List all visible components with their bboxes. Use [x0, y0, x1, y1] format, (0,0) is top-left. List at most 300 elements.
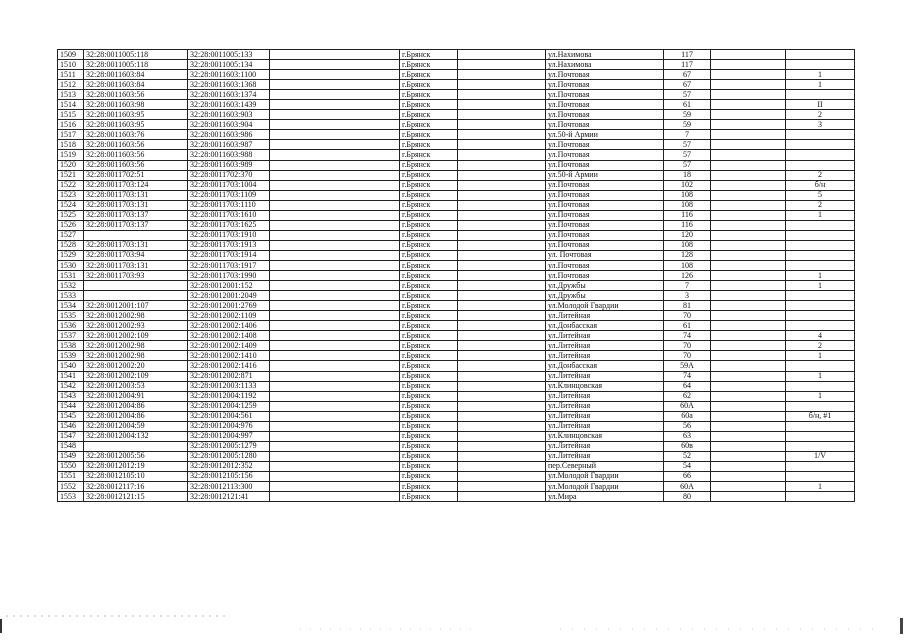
- blank-col-2-cell: [458, 200, 546, 210]
- table-row: [58, 341, 855, 351]
- blank-col-3-cell: [711, 331, 786, 341]
- blank-col-3-cell: [711, 381, 786, 391]
- apartment-cell: 5: [786, 190, 855, 200]
- table-row: [58, 321, 855, 331]
- table-row: [58, 482, 855, 492]
- apartment-cell: 1: [786, 80, 855, 90]
- blank-col-cell: [270, 441, 400, 451]
- row-number-cell: 1523: [58, 190, 84, 200]
- house-number-cell: 70: [664, 341, 711, 351]
- house-number-cell: 116: [664, 220, 711, 230]
- apartment-cell: 1: [786, 281, 855, 291]
- street-cell: ул.50-й Армии: [546, 130, 664, 140]
- row-number-cell: 1533: [58, 291, 84, 301]
- street-cell: ул.Литейная: [546, 401, 664, 411]
- blank-col-3-cell: [711, 190, 786, 200]
- street-cell: ул.Донбасская: [546, 321, 664, 331]
- blank-col-cell: [270, 482, 400, 492]
- row-number-cell: 1535: [58, 311, 84, 321]
- blank-col-2-cell: [458, 421, 546, 431]
- house-number-cell: 57: [664, 150, 711, 160]
- blank-col-2-cell: [458, 140, 546, 150]
- blank-col-2-cell: [458, 371, 546, 381]
- blank-col-3-cell: [711, 321, 786, 331]
- house-number-cell: 120: [664, 230, 711, 240]
- cadastral-parcel-cell: 32:28:0012121:15: [84, 492, 188, 502]
- cadastral-object-cell: 32:28:0011005:133: [188, 50, 270, 60]
- cadastral-object-cell: 32:28:0012004:561: [188, 411, 270, 421]
- blank-col-2-cell: [458, 291, 546, 301]
- blank-col-2-cell: [458, 230, 546, 240]
- table-row: [58, 60, 855, 70]
- house-number-cell: 3: [664, 291, 711, 301]
- apartment-cell: 2: [786, 341, 855, 351]
- house-number-cell: 54: [664, 461, 711, 471]
- blank-col-cell: [270, 90, 400, 100]
- row-number-cell: 1519: [58, 150, 84, 160]
- row-number-cell: 1531: [58, 271, 84, 281]
- street-cell: ул.Почтовая: [546, 190, 664, 200]
- house-number-cell: 61: [664, 321, 711, 331]
- row-number-cell: 1528: [58, 240, 84, 250]
- blank-col-cell: [270, 492, 400, 502]
- apartment-cell: [786, 321, 855, 331]
- apartment-cell: [786, 492, 855, 502]
- table-row: [58, 331, 855, 341]
- row-number-cell: 1518: [58, 140, 84, 150]
- blank-col-cell: [270, 60, 400, 70]
- blank-col-3-cell: [711, 281, 786, 291]
- blank-col-cell: [270, 431, 400, 441]
- street-cell: ул.Мира: [546, 492, 664, 502]
- cadastral-object-cell: 32:28:0012121:41: [188, 492, 270, 502]
- row-number-cell: 1550: [58, 461, 84, 471]
- table-row: [58, 110, 855, 120]
- city-cell: г.Брянск: [400, 351, 458, 361]
- blank-col-2-cell: [458, 351, 546, 361]
- city-cell: г.Брянск: [400, 200, 458, 210]
- blank-col-cell: [270, 341, 400, 351]
- blank-col-2-cell: [458, 170, 546, 180]
- cadastral-object-cell: 32:28:0011703:1910: [188, 230, 270, 240]
- cadastral-object-cell: 32:28:0012012:352: [188, 461, 270, 471]
- row-number-cell: 1536: [58, 321, 84, 331]
- table-row: [58, 281, 855, 291]
- table-row: [58, 351, 855, 361]
- cadastral-parcel-cell: [84, 281, 188, 291]
- cadastral-parcel-cell: 32:28:0012002:93: [84, 321, 188, 331]
- house-number-cell: 74: [664, 331, 711, 341]
- street-cell: ул.Молодой Гвардии: [546, 482, 664, 492]
- apartment-cell: 1: [786, 351, 855, 361]
- row-number-cell: 1549: [58, 451, 84, 461]
- apartment-cell: 2: [786, 170, 855, 180]
- blank-col-3-cell: [711, 250, 786, 260]
- city-cell: г.Брянск: [400, 381, 458, 391]
- house-number-cell: 59: [664, 120, 711, 130]
- house-number-cell: 67: [664, 80, 711, 90]
- city-cell: г.Брянск: [400, 271, 458, 281]
- blank-col-cell: [270, 220, 400, 230]
- city-cell: г.Брянск: [400, 120, 458, 130]
- apartment-cell: 3: [786, 120, 855, 130]
- table-row: [58, 180, 855, 190]
- blank-col-3-cell: [711, 291, 786, 301]
- blank-col-2-cell: [458, 220, 546, 230]
- cadastral-object-cell: 32:28:0011603:904: [188, 120, 270, 130]
- row-number-cell: 1540: [58, 361, 84, 371]
- city-cell: г.Брянск: [400, 341, 458, 351]
- blank-col-cell: [270, 200, 400, 210]
- blank-col-3-cell: [711, 170, 786, 180]
- blank-col-3-cell: [711, 110, 786, 120]
- blank-col-cell: [270, 401, 400, 411]
- table-row: [58, 50, 855, 60]
- blank-col-2-cell: [458, 331, 546, 341]
- cadastral-parcel-cell: 32:28:0011703:137: [84, 210, 188, 220]
- house-number-cell: 67: [664, 70, 711, 80]
- house-number-cell: 62: [664, 391, 711, 401]
- cadastral-object-cell: 32:28:0011603:1439: [188, 100, 270, 110]
- row-number-cell: 1538: [58, 341, 84, 351]
- apartment-cell: [786, 50, 855, 60]
- blank-col-2-cell: [458, 260, 546, 270]
- blank-col-cell: [270, 471, 400, 481]
- table-row: [58, 130, 855, 140]
- blank-col-2-cell: [458, 60, 546, 70]
- blank-col-3-cell: [711, 100, 786, 110]
- blank-col-3-cell: [711, 90, 786, 100]
- house-number-cell: 108: [664, 240, 711, 250]
- blank-col-3-cell: [711, 70, 786, 80]
- city-cell: г.Брянск: [400, 220, 458, 230]
- street-cell: ул. Почтовая: [546, 250, 664, 260]
- blank-col-2-cell: [458, 90, 546, 100]
- blank-col-cell: [270, 321, 400, 331]
- blank-col-2-cell: [458, 180, 546, 190]
- register-body: [58, 50, 855, 502]
- cadastral-parcel-cell: 32:28:0011603:76: [84, 130, 188, 140]
- blank-col-3-cell: [711, 351, 786, 361]
- street-cell: ул.Дружбы: [546, 291, 664, 301]
- blank-col-cell: [270, 301, 400, 311]
- blank-col-cell: [270, 170, 400, 180]
- table-row: [58, 120, 855, 130]
- street-cell: ул.Литейная: [546, 421, 664, 431]
- house-number-cell: 74: [664, 371, 711, 381]
- blank-col-3-cell: [711, 160, 786, 170]
- blank-col-cell: [270, 391, 400, 401]
- cadastral-parcel-cell: 32:28:0011703:93: [84, 271, 188, 281]
- cadastral-object-cell: 32:28:0012001:2769: [188, 301, 270, 311]
- cadastral-object-cell: 32:28:0012001:2049: [188, 291, 270, 301]
- street-cell: ул.Клинцовская: [546, 431, 664, 441]
- street-cell: ул.Почтовая: [546, 160, 664, 170]
- street-cell: ул.Литейная: [546, 351, 664, 361]
- blank-col-2-cell: [458, 482, 546, 492]
- street-cell: ул.Почтовая: [546, 240, 664, 250]
- row-number-cell: 1551: [58, 471, 84, 481]
- city-cell: г.Брянск: [400, 60, 458, 70]
- blank-col-cell: [270, 100, 400, 110]
- apartment-cell: [786, 421, 855, 431]
- city-cell: г.Брянск: [400, 50, 458, 60]
- apartment-cell: [786, 471, 855, 481]
- blank-col-2-cell: [458, 70, 546, 80]
- city-cell: г.Брянск: [400, 80, 458, 90]
- street-cell: ул.Литейная: [546, 331, 664, 341]
- street-cell: ул.Почтовая: [546, 110, 664, 120]
- cadastral-object-cell: 32:28:0011603:1100: [188, 70, 270, 80]
- street-cell: ул.Литейная: [546, 371, 664, 381]
- city-cell: г.Брянск: [400, 110, 458, 120]
- blank-col-cell: [270, 411, 400, 421]
- apartment-cell: [786, 381, 855, 391]
- row-number-cell: 1524: [58, 200, 84, 210]
- blank-col-2-cell: [458, 411, 546, 421]
- house-number-cell: 70: [664, 311, 711, 321]
- cadastral-parcel-cell: 32:28:0011703:131: [84, 240, 188, 250]
- city-cell: г.Брянск: [400, 130, 458, 140]
- blank-col-cell: [270, 250, 400, 260]
- register-sheet: [57, 49, 855, 502]
- blank-col-2-cell: [458, 80, 546, 90]
- city-cell: г.Брянск: [400, 160, 458, 170]
- row-number-cell: 1515: [58, 110, 84, 120]
- street-cell: ул.Почтовая: [546, 260, 664, 270]
- blank-col-2-cell: [458, 341, 546, 351]
- cadastral-object-cell: 32:28:0011702:370: [188, 170, 270, 180]
- street-cell: ул.Литейная: [546, 441, 664, 451]
- city-cell: г.Брянск: [400, 421, 458, 431]
- blank-col-cell: [270, 130, 400, 140]
- city-cell: г.Брянск: [400, 361, 458, 371]
- blank-col-3-cell: [711, 180, 786, 190]
- city-cell: г.Брянск: [400, 391, 458, 401]
- city-cell: г.Брянск: [400, 90, 458, 100]
- city-cell: г.Брянск: [400, 301, 458, 311]
- apartment-cell: [786, 461, 855, 471]
- cadastral-object-cell: 32:28:0012004:997: [188, 431, 270, 441]
- street-cell: ул.Донбасская: [546, 361, 664, 371]
- house-number-cell: 59: [664, 110, 711, 120]
- blank-col-2-cell: [458, 381, 546, 391]
- row-number-cell: 1541: [58, 371, 84, 381]
- cadastral-parcel-cell: [84, 230, 188, 240]
- apartment-cell: [786, 90, 855, 100]
- apartment-cell: [786, 260, 855, 270]
- table-row: [58, 150, 855, 160]
- blank-col-cell: [270, 110, 400, 120]
- cadastral-object-cell: 32:28:0012005:1280: [188, 451, 270, 461]
- blank-col-2-cell: [458, 311, 546, 321]
- blank-col-3-cell: [711, 80, 786, 90]
- cadastral-parcel-cell: 32:28:0011603:95: [84, 120, 188, 130]
- city-cell: г.Брянск: [400, 150, 458, 160]
- cadastral-object-cell: 32:28:0011703:1914: [188, 250, 270, 260]
- blank-col-2-cell: [458, 492, 546, 502]
- row-number-cell: 1511: [58, 70, 84, 80]
- street-cell: ул.Почтовая: [546, 100, 664, 110]
- table-row: [58, 230, 855, 240]
- blank-col-2-cell: [458, 281, 546, 291]
- house-number-cell: 63: [664, 431, 711, 441]
- blank-col-2-cell: [458, 321, 546, 331]
- city-cell: г.Брянск: [400, 291, 458, 301]
- blank-col-cell: [270, 371, 400, 381]
- apartment-cell: б/н, #1: [786, 411, 855, 421]
- city-cell: г.Брянск: [400, 140, 458, 150]
- blank-col-cell: [270, 210, 400, 220]
- apartment-cell: [786, 230, 855, 240]
- apartment-cell: 1: [786, 371, 855, 381]
- row-number-cell: 1525: [58, 210, 84, 220]
- house-number-cell: 59А: [664, 361, 711, 371]
- blank-col-2-cell: [458, 271, 546, 281]
- apartment-cell: 1: [786, 210, 855, 220]
- blank-col-3-cell: [711, 431, 786, 441]
- apartment-cell: [786, 301, 855, 311]
- apartment-cell: 4: [786, 331, 855, 341]
- house-number-cell: 7: [664, 130, 711, 140]
- city-cell: г.Брянск: [400, 260, 458, 270]
- cadastral-parcel-cell: 32:28:0012012:19: [84, 461, 188, 471]
- row-number-cell: 1553: [58, 492, 84, 502]
- cadastral-parcel-cell: 32:28:0011703:124: [84, 180, 188, 190]
- city-cell: г.Брянск: [400, 170, 458, 180]
- cadastral-object-cell: 32:28:0011603:903: [188, 110, 270, 120]
- house-number-cell: 60в: [664, 441, 711, 451]
- cadastral-object-cell: 32:28:0012005:1279: [188, 441, 270, 451]
- table-row: [58, 311, 855, 321]
- city-cell: г.Брянск: [400, 281, 458, 291]
- blank-col-cell: [270, 80, 400, 90]
- cadastral-object-cell: 32:28:0011603:989: [188, 160, 270, 170]
- blank-col-cell: [270, 260, 400, 270]
- cadastral-object-cell: 32:28:0012002:1410: [188, 351, 270, 361]
- house-number-cell: 128: [664, 250, 711, 260]
- blank-col-2-cell: [458, 401, 546, 411]
- house-number-cell: 80: [664, 492, 711, 502]
- blank-col-cell: [270, 331, 400, 341]
- cadastral-object-cell: 32:28:0012002:1408: [188, 331, 270, 341]
- blank-col-2-cell: [458, 451, 546, 461]
- cadastral-object-cell: 32:28:0012105:156: [188, 471, 270, 481]
- cadastral-parcel-cell: 32:28:0011703:137: [84, 220, 188, 230]
- cadastral-parcel-cell: 32:28:0012001:107: [84, 301, 188, 311]
- cadastral-parcel-cell: 32:28:0012004:91: [84, 391, 188, 401]
- table-row: [58, 260, 855, 270]
- table-row: [58, 441, 855, 451]
- house-number-cell: 81: [664, 301, 711, 311]
- row-number-cell: 1542: [58, 381, 84, 391]
- city-cell: г.Брянск: [400, 311, 458, 321]
- table-row: [58, 170, 855, 180]
- city-cell: г.Брянск: [400, 331, 458, 341]
- street-cell: ул.Почтовая: [546, 220, 664, 230]
- table-row: [58, 361, 855, 371]
- blank-col-3-cell: [711, 451, 786, 461]
- house-number-cell: 57: [664, 160, 711, 170]
- apartment-cell: б/н: [786, 180, 855, 190]
- blank-col-3-cell: [711, 421, 786, 431]
- blank-col-cell: [270, 451, 400, 461]
- table-row: [58, 200, 855, 210]
- cadastral-object-cell: 32:28:0012004:1192: [188, 391, 270, 401]
- row-number-cell: 1530: [58, 260, 84, 270]
- apartment-cell: [786, 160, 855, 170]
- street-cell: ул.Литейная: [546, 341, 664, 351]
- row-number-cell: 1522: [58, 180, 84, 190]
- table-row: [58, 471, 855, 481]
- cadastral-object-cell: 32:28:0012002:1416: [188, 361, 270, 371]
- street-cell: ул.Почтовая: [546, 140, 664, 150]
- street-cell: ул.Почтовая: [546, 90, 664, 100]
- cadastral-parcel-cell: 32:28:0011603:98: [84, 100, 188, 110]
- blank-col-3-cell: [711, 401, 786, 411]
- table-row: [58, 140, 855, 150]
- street-cell: ул.Почтовая: [546, 210, 664, 220]
- table-row: [58, 80, 855, 90]
- apartment-cell: 1: [786, 482, 855, 492]
- cadastral-object-cell: 32:28:0012002:1109: [188, 311, 270, 321]
- blank-col-2-cell: [458, 210, 546, 220]
- blank-col-3-cell: [711, 441, 786, 451]
- blank-col-cell: [270, 140, 400, 150]
- table-row: [58, 220, 855, 230]
- cadastral-parcel-cell: 32:28:0011005:118: [84, 60, 188, 70]
- apartment-cell: [786, 240, 855, 250]
- cadastral-parcel-cell: 32:28:0012117:16: [84, 482, 188, 492]
- street-cell: ул.Нахимова: [546, 50, 664, 60]
- blank-col-3-cell: [711, 411, 786, 421]
- city-cell: г.Брянск: [400, 230, 458, 240]
- street-cell: ул.Дружбы: [546, 281, 664, 291]
- city-cell: г.Брянск: [400, 100, 458, 110]
- row-number-cell: 1537: [58, 331, 84, 341]
- street-cell: ул.Почтовая: [546, 150, 664, 160]
- row-number-cell: 1534: [58, 301, 84, 311]
- blank-col-3-cell: [711, 150, 786, 160]
- cadastral-object-cell: 32:28:0011603:988: [188, 150, 270, 160]
- blank-col-2-cell: [458, 110, 546, 120]
- cadastral-object-cell: 32:28:0011703:1990: [188, 271, 270, 281]
- table-row: [58, 301, 855, 311]
- street-cell: ул.Клинцовская: [546, 381, 664, 391]
- cadastral-parcel-cell: 32:28:0012002:98: [84, 341, 188, 351]
- row-number-cell: 1513: [58, 90, 84, 100]
- cadastral-parcel-cell: 32:28:0012002:98: [84, 311, 188, 321]
- blank-col-3-cell: [711, 230, 786, 240]
- city-cell: г.Брянск: [400, 431, 458, 441]
- table-row: [58, 160, 855, 170]
- street-cell: ул.Почтовая: [546, 271, 664, 281]
- row-number-cell: 1539: [58, 351, 84, 361]
- blank-col-2-cell: [458, 130, 546, 140]
- blank-col-cell: [270, 230, 400, 240]
- blank-col-2-cell: [458, 100, 546, 110]
- house-number-cell: 52: [664, 451, 711, 461]
- city-cell: г.Брянск: [400, 210, 458, 220]
- cadastral-parcel-cell: 32:28:0012002:98: [84, 351, 188, 361]
- cadastral-object-cell: 32:28:0012002:1409: [188, 341, 270, 351]
- row-number-cell: 1516: [58, 120, 84, 130]
- table-row: [58, 90, 855, 100]
- blank-col-2-cell: [458, 391, 546, 401]
- blank-col-3-cell: [711, 130, 786, 140]
- house-number-cell: 117: [664, 50, 711, 60]
- blank-col-cell: [270, 461, 400, 471]
